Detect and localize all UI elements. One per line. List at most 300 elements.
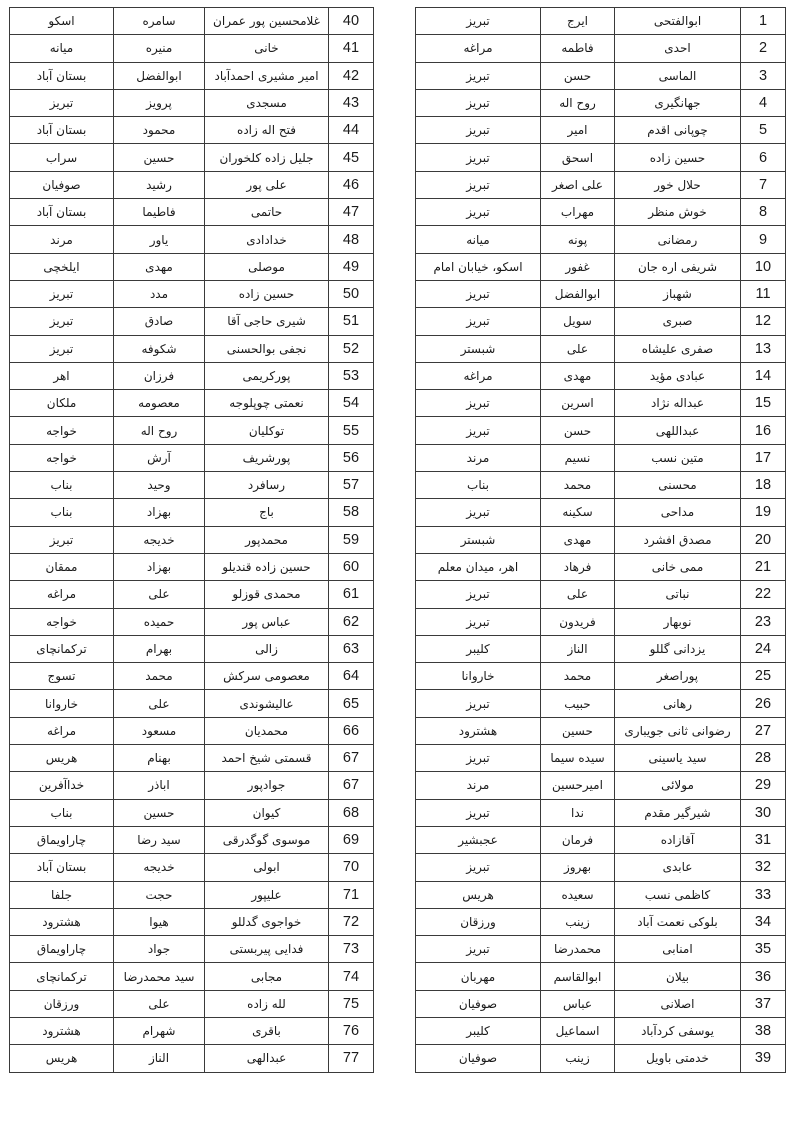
table-row: [416, 35, 786, 62]
city: چاراویماق: [10, 826, 114, 853]
first-name: خدیجه: [114, 854, 205, 881]
city: صوفیان: [10, 171, 114, 198]
row-number: 76: [329, 1017, 374, 1044]
table-row: [416, 581, 786, 608]
row-number: 60: [329, 553, 374, 580]
row-number: 67: [329, 772, 374, 799]
row-number: 1: [741, 8, 786, 35]
first-name: محمد: [114, 663, 205, 690]
first-name: بهنام: [114, 745, 205, 772]
row-number: 10: [741, 253, 786, 280]
city: سراب: [10, 144, 114, 171]
row-number: 52: [329, 335, 374, 362]
first-name: اسماعیل: [541, 1017, 615, 1044]
last-name: ممی خانی: [615, 553, 741, 580]
row-number: 47: [329, 199, 374, 226]
table-row: [416, 772, 786, 799]
first-name: علی: [114, 581, 205, 608]
city: بستان آباد: [10, 854, 114, 881]
table-row: [10, 608, 374, 635]
row-number: 43: [329, 89, 374, 116]
city: تبریز: [416, 936, 541, 963]
table-row: [416, 226, 786, 253]
first-name: سید محمدرضا: [114, 963, 205, 990]
table-row: [10, 717, 374, 744]
city: تبریز: [10, 280, 114, 307]
row-number: 48: [329, 226, 374, 253]
table-row: [10, 62, 374, 89]
row-number: 64: [329, 663, 374, 690]
row-number: 9: [741, 226, 786, 253]
last-name: نوبهار: [615, 608, 741, 635]
row-number: 74: [329, 963, 374, 990]
first-name: بهرام: [114, 635, 205, 662]
table-row: [416, 144, 786, 171]
city: هشترود: [416, 717, 541, 744]
last-name: محمدپور: [205, 526, 329, 553]
last-name: مصدق افشرد: [615, 526, 741, 553]
roster-table-right-body: [416, 8, 786, 1073]
row-number: 46: [329, 171, 374, 198]
first-name: ابوالفضل: [114, 62, 205, 89]
last-name: محسنی: [615, 472, 741, 499]
first-name: مسعود: [114, 717, 205, 744]
row-number: 14: [741, 362, 786, 389]
table-row: [416, 472, 786, 499]
city: هشترود: [10, 908, 114, 935]
city: تبریز: [416, 799, 541, 826]
table-row: [416, 717, 786, 744]
first-name: شکوفه: [114, 335, 205, 362]
first-name: غفور: [541, 253, 615, 280]
row-number: 38: [741, 1017, 786, 1044]
table-row: [416, 308, 786, 335]
last-name: مولائی: [615, 772, 741, 799]
table-row: [10, 581, 374, 608]
city: بناب: [10, 499, 114, 526]
last-name: پورکریمی: [205, 362, 329, 389]
last-name: جوادپور: [205, 772, 329, 799]
first-name: حسن: [541, 417, 615, 444]
last-name: عباس پور: [205, 608, 329, 635]
last-name: لله زاده: [205, 990, 329, 1017]
last-name: خواجوی گدللو: [205, 908, 329, 935]
city: تبریز: [416, 62, 541, 89]
city: کلیبر: [416, 1017, 541, 1044]
city: خواجه: [10, 417, 114, 444]
table-row: [10, 144, 374, 171]
last-name: نباتی: [615, 581, 741, 608]
last-name: مجابی: [205, 963, 329, 990]
table-row: [10, 963, 374, 990]
first-name: آرش: [114, 444, 205, 471]
last-name: قسمتی شیخ احمد: [205, 745, 329, 772]
table-row: [416, 799, 786, 826]
first-name: هیوا: [114, 908, 205, 935]
last-name: اصلانی: [615, 990, 741, 1017]
city: مراغه: [416, 35, 541, 62]
row-number: 29: [741, 772, 786, 799]
table-row: [10, 745, 374, 772]
last-name: باج: [205, 499, 329, 526]
last-name: شیری حاجی آقا: [205, 308, 329, 335]
city: عجبشیر: [416, 826, 541, 853]
city: مراغه: [416, 362, 541, 389]
city: ترکمانچای: [10, 635, 114, 662]
first-name: ندا: [541, 799, 615, 826]
first-name: ایرج: [541, 8, 615, 35]
row-number: 22: [741, 581, 786, 608]
table-row: [10, 253, 374, 280]
city: اهر، میدان معلم: [416, 553, 541, 580]
row-number: 20: [741, 526, 786, 553]
city: تبریز: [416, 171, 541, 198]
row-number: 2: [741, 35, 786, 62]
city: مرند: [416, 444, 541, 471]
first-name: الناز: [541, 635, 615, 662]
last-name: عبدالهی: [205, 1045, 329, 1072]
row-number: 34: [741, 908, 786, 935]
first-name: اسرین: [541, 390, 615, 417]
first-name: مهدی: [541, 526, 615, 553]
first-name: حسین: [114, 144, 205, 171]
table-row: [10, 908, 374, 935]
table-row: [10, 335, 374, 362]
last-name: کاظمی نسب: [615, 881, 741, 908]
row-number: 69: [329, 826, 374, 853]
row-number: 40: [329, 8, 374, 35]
city: تسوج: [10, 663, 114, 690]
first-name: حسین: [114, 799, 205, 826]
first-name: پونه: [541, 226, 615, 253]
first-name: فاطمه: [541, 35, 615, 62]
table-row: [416, 8, 786, 35]
city: ورزقان: [416, 908, 541, 935]
table-row: [10, 472, 374, 499]
last-name: بلوکی نعمت آباد: [615, 908, 741, 935]
table-row: [416, 826, 786, 853]
table-row: [10, 8, 374, 35]
table-row: [416, 1017, 786, 1044]
first-name: امیرحسین: [541, 772, 615, 799]
row-number: 24: [741, 635, 786, 662]
table-row: [10, 417, 374, 444]
row-number: 5: [741, 117, 786, 144]
row-number: 70: [329, 854, 374, 881]
first-name: رشید: [114, 171, 205, 198]
city: ممقان: [10, 553, 114, 580]
row-number: 72: [329, 908, 374, 935]
city: جلفا: [10, 881, 114, 908]
row-number: 50: [329, 280, 374, 307]
table-row: [10, 117, 374, 144]
first-name: سیده سیما: [541, 745, 615, 772]
table-row: [416, 608, 786, 635]
first-name: حسین: [541, 717, 615, 744]
first-name: پرویز: [114, 89, 205, 116]
table-row: [10, 226, 374, 253]
row-number: 58: [329, 499, 374, 526]
table-row: [416, 417, 786, 444]
row-number: 65: [329, 690, 374, 717]
row-number: 66: [329, 717, 374, 744]
city: بناب: [10, 472, 114, 499]
table-row: [416, 499, 786, 526]
city: هشترود: [10, 1017, 114, 1044]
last-name: توکلیان: [205, 417, 329, 444]
city: اهر: [10, 362, 114, 389]
first-name: محمد: [541, 663, 615, 690]
row-number: 3: [741, 62, 786, 89]
last-name: رضوانی ثانی جویباری: [615, 717, 741, 744]
last-name: خانی: [205, 35, 329, 62]
city: تبریز: [416, 308, 541, 335]
last-name: شریفی اره جان: [615, 253, 741, 280]
table-row: [10, 772, 374, 799]
city: مرند: [10, 226, 114, 253]
row-number: 51: [329, 308, 374, 335]
table-row: [10, 881, 374, 908]
first-name: ابوالقاسم: [541, 963, 615, 990]
city: تبریز: [416, 417, 541, 444]
first-name: اسحق: [541, 144, 615, 171]
city: خاروانا: [416, 663, 541, 690]
row-number: 17: [741, 444, 786, 471]
first-name: مهدی: [114, 253, 205, 280]
first-name: وحید: [114, 472, 205, 499]
first-name: فرزان: [114, 362, 205, 389]
first-name: مهدی: [541, 362, 615, 389]
city: صوفیان: [416, 1045, 541, 1072]
city: تبریز: [10, 89, 114, 116]
last-name: باقری: [205, 1017, 329, 1044]
table-row: [416, 963, 786, 990]
table-row: [10, 199, 374, 226]
table-row: [10, 35, 374, 62]
table-row: [416, 89, 786, 116]
table-row: [10, 390, 374, 417]
last-name: جلیل زاده کلخوران: [205, 144, 329, 171]
first-name: معصومه: [114, 390, 205, 417]
table-row: [10, 171, 374, 198]
row-number: 41: [329, 35, 374, 62]
table-row: [10, 280, 374, 307]
table-row: [10, 635, 374, 662]
city: هریس: [416, 881, 541, 908]
first-name: جواد: [114, 936, 205, 963]
city: مراغه: [10, 581, 114, 608]
row-number: 55: [329, 417, 374, 444]
first-name: روح اله: [114, 417, 205, 444]
row-number: 57: [329, 472, 374, 499]
first-name: اباذر: [114, 772, 205, 799]
first-name: علی اصغر: [541, 171, 615, 198]
last-name: متین نسب: [615, 444, 741, 471]
first-name: فاطیما: [114, 199, 205, 226]
first-name: عباس: [541, 990, 615, 1017]
city: تبریز: [416, 390, 541, 417]
table-row: [416, 881, 786, 908]
last-name: پورشریف: [205, 444, 329, 471]
city: چاراویماق: [10, 936, 114, 963]
row-number: 30: [741, 799, 786, 826]
row-number: 45: [329, 144, 374, 171]
row-number: 32: [741, 854, 786, 881]
city: خداآفرین: [10, 772, 114, 799]
table-row: [10, 1045, 374, 1072]
city: تبریز: [10, 308, 114, 335]
last-name: رهانی: [615, 690, 741, 717]
city: مرند: [416, 772, 541, 799]
first-name: سویل: [541, 308, 615, 335]
row-number: 73: [329, 936, 374, 963]
first-name: سید رضا: [114, 826, 205, 853]
table-row: [10, 89, 374, 116]
table-row: [416, 745, 786, 772]
last-name: خوش منظر: [615, 199, 741, 226]
row-number: 7: [741, 171, 786, 198]
first-name: نسیم: [541, 444, 615, 471]
city: بستان آباد: [10, 117, 114, 144]
table-row: [10, 990, 374, 1017]
city: خواجه: [10, 444, 114, 471]
first-name: روح اله: [541, 89, 615, 116]
city: تبریز: [416, 690, 541, 717]
table-row: [416, 444, 786, 471]
row-number: 77: [329, 1045, 374, 1072]
last-name: پوراصغر: [615, 663, 741, 690]
table-row: [10, 936, 374, 963]
last-name: موسوی گوگدرقی: [205, 826, 329, 853]
first-name: صادق: [114, 308, 205, 335]
last-name: خدادادی: [205, 226, 329, 253]
last-name: احدی: [615, 35, 741, 62]
table-row: [416, 335, 786, 362]
table-row: [10, 526, 374, 553]
table-row: [10, 799, 374, 826]
row-number: 67: [329, 745, 374, 772]
last-name: آقازاده: [615, 826, 741, 853]
first-name: علی: [541, 335, 615, 362]
row-number: 12: [741, 308, 786, 335]
city: مهربان: [416, 963, 541, 990]
last-name: عبادی مؤید: [615, 362, 741, 389]
city: ورزقان: [10, 990, 114, 1017]
row-number: 36: [741, 963, 786, 990]
row-number: 54: [329, 390, 374, 417]
last-name: موصلی: [205, 253, 329, 280]
last-name: شهباز: [615, 280, 741, 307]
row-number: 19: [741, 499, 786, 526]
city: بناب: [416, 472, 541, 499]
table-row: [10, 663, 374, 690]
last-name: خدمتی باویل: [615, 1045, 741, 1072]
last-name: محمدیان: [205, 717, 329, 744]
row-number: 28: [741, 745, 786, 772]
last-name: حاتمی: [205, 199, 329, 226]
first-name: فرمان: [541, 826, 615, 853]
table-row: [10, 362, 374, 389]
last-name: عبداللهی: [615, 417, 741, 444]
city: تبریز: [416, 581, 541, 608]
row-number: 6: [741, 144, 786, 171]
city: تبریز: [416, 745, 541, 772]
row-number: 4: [741, 89, 786, 116]
first-name: ابوالفضل: [541, 280, 615, 307]
last-name: زالی: [205, 635, 329, 662]
first-name: حجت: [114, 881, 205, 908]
table-row: [10, 690, 374, 717]
last-name: رمضانی: [615, 226, 741, 253]
row-number: 61: [329, 581, 374, 608]
first-name: حسن: [541, 62, 615, 89]
row-number: 21: [741, 553, 786, 580]
first-name: سعیده: [541, 881, 615, 908]
row-number: 33: [741, 881, 786, 908]
city: شبستر: [416, 335, 541, 362]
last-name: ابولی: [205, 854, 329, 881]
first-name: محمدرضا: [541, 936, 615, 963]
last-name: عبداله نژاد: [615, 390, 741, 417]
table-row: [10, 553, 374, 580]
city: ایلخچی: [10, 253, 114, 280]
last-name: محمدی قوزلو: [205, 581, 329, 608]
row-number: 39: [741, 1045, 786, 1072]
row-number: 23: [741, 608, 786, 635]
city: تبریز: [416, 499, 541, 526]
city: میانه: [416, 226, 541, 253]
table-row: [416, 280, 786, 307]
last-name: جهانگیری: [615, 89, 741, 116]
table-row: [10, 1017, 374, 1044]
city: تبریز: [416, 199, 541, 226]
first-name: خدیجه: [114, 526, 205, 553]
last-name: مسجدی: [205, 89, 329, 116]
last-name: رسافرد: [205, 472, 329, 499]
table-row: [416, 253, 786, 280]
city: میانه: [10, 35, 114, 62]
table-row: [416, 690, 786, 717]
last-name: امیر مشیری احمدآباد: [205, 62, 329, 89]
row-number: 27: [741, 717, 786, 744]
last-name: شیرگیر مقدم: [615, 799, 741, 826]
row-number: 75: [329, 990, 374, 1017]
last-name: غلامحسین پور عمران: [205, 8, 329, 35]
first-name: یاور: [114, 226, 205, 253]
row-number: 11: [741, 280, 786, 307]
table-row: [416, 117, 786, 144]
last-name: امنابی: [615, 936, 741, 963]
last-name: عابدی: [615, 854, 741, 881]
table-row: [10, 444, 374, 471]
first-name: امیر: [541, 117, 615, 144]
row-number: 44: [329, 117, 374, 144]
first-name: شهرام: [114, 1017, 205, 1044]
city: خاروانا: [10, 690, 114, 717]
last-name: نعمتی چوپلوجه: [205, 390, 329, 417]
last-name: عالیشوندی: [205, 690, 329, 717]
table-row: [416, 362, 786, 389]
last-name: الماسی: [615, 62, 741, 89]
table-row: [416, 390, 786, 417]
first-name: علی: [541, 581, 615, 608]
first-name: مهراب: [541, 199, 615, 226]
row-number: 53: [329, 362, 374, 389]
last-name: فتح اله زاده: [205, 117, 329, 144]
city: هریس: [10, 1045, 114, 1072]
table-row: [10, 308, 374, 335]
table-row: [416, 854, 786, 881]
